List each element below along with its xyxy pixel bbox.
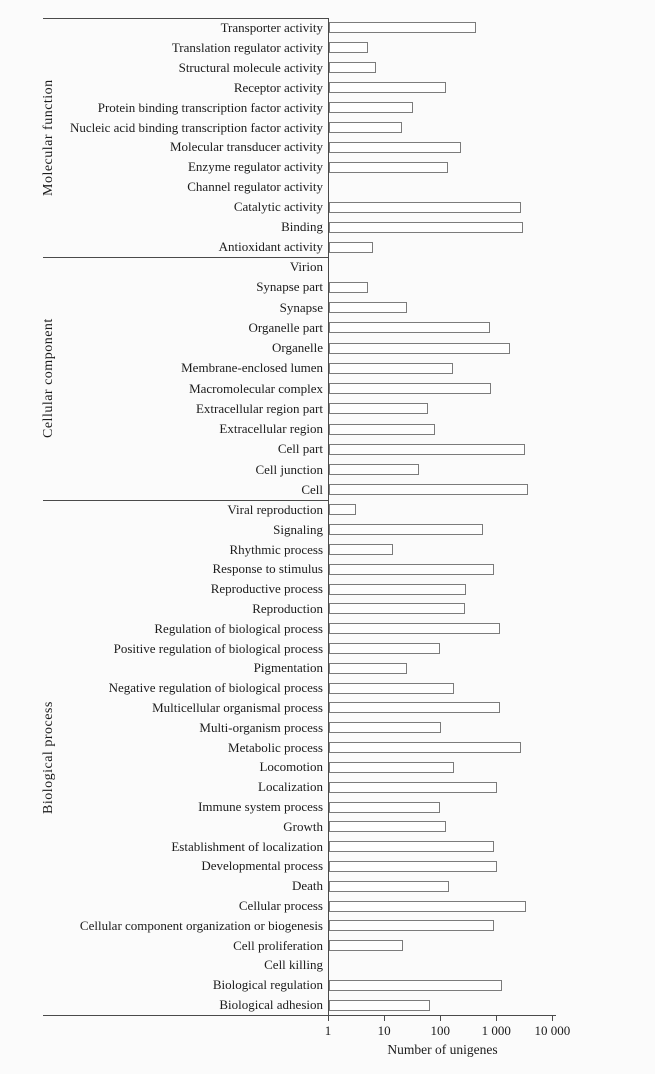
category-label: Nucleic acid binding transcription factor activity [69,119,323,135]
category-label: Organelle part [248,319,323,335]
bar [329,42,368,53]
category-label: Biological adhesion [219,997,323,1013]
category-label: Cellular process [238,898,323,914]
category-label: Establishment of localization [171,838,323,854]
category-label: Virion [289,259,323,275]
category-label: Membrane-enclosed lumen [181,360,323,376]
category-label: Immune system process [198,799,323,815]
category-label: Extracellular region [219,421,323,437]
category-label: Rhythmic process [229,541,323,557]
x-tick-mark [328,1016,329,1021]
bar [329,524,483,535]
category-label: Cell [301,481,323,497]
category-label: Growth [283,818,323,834]
bar [329,980,502,991]
bar [329,302,407,313]
category-label: Cell junction [255,461,323,477]
category-label: Catalytic activity [233,199,323,215]
category-label: Transporter activity [220,19,323,35]
category-label: Antioxidant activity [218,239,323,255]
x-axis-line [43,1015,556,1016]
category-label: Binding [281,219,323,235]
x-axis-title: Number of unigenes [387,1042,498,1057]
bar [329,363,453,374]
category-label: Receptor activity [233,79,323,95]
bar [329,920,494,931]
category-label: Metabolic process [228,739,323,755]
bar [329,484,528,495]
bar [329,623,500,634]
category-label: Localization [258,779,323,795]
bar [329,242,373,253]
bar [329,222,523,233]
category-label: Molecular transducer activity [169,139,323,155]
category-label: Macromolecular complex [189,380,323,396]
category-label: Enzyme regulator activity [187,159,323,175]
bar [329,802,440,813]
bar [329,881,449,892]
category-label: Extracellular region part [195,400,323,416]
bar [329,702,500,713]
x-tick-label: 10 000 [534,1023,571,1038]
category-label: Structural molecule activity [178,59,323,75]
x-tick-mark [496,1016,497,1021]
bar [329,444,525,455]
section-divider-2 [43,500,329,501]
bar [329,322,490,333]
bar [329,603,465,614]
category-label: Signaling [273,521,323,537]
x-tick-label: 10 [377,1023,391,1038]
bar [329,782,497,793]
category-label: Developmental process [201,858,323,874]
bar [329,202,521,213]
bar [329,22,476,33]
plot-top-border [43,18,329,19]
bar [329,343,510,354]
section-label: Cellular component [41,318,56,439]
category-label: Positive regulation of biological process [113,640,323,656]
category-label: Regulation of biological process [154,620,323,636]
bar [329,683,454,694]
bar [329,282,368,293]
category-label: Viral reproduction [227,501,323,517]
bar [329,403,428,414]
bar [329,940,403,951]
category-label: Biological regulation [212,977,323,993]
category-label: Synapse part [256,279,323,295]
x-tick-label: 100 [430,1023,450,1038]
bar [329,643,440,654]
x-tick-mark [552,1016,553,1021]
category-label: Pigmentation [253,660,323,676]
category-label: Negative regulation of biological process [108,680,323,696]
bar [329,564,494,575]
x-tick-mark [384,1016,385,1021]
bar [329,504,356,515]
category-label: Response to stimulus [212,561,323,577]
section-label: Molecular function [41,79,56,196]
bar [329,122,402,133]
category-label: Channel regulator activity [187,179,323,195]
bar [329,861,497,872]
category-label: Cellular component organization or biogenesis [79,917,323,933]
category-label: Translation regulator activity [171,39,323,55]
category-label: Protein binding transcription factor activity [97,99,323,115]
category-label: Reproductive process [210,581,323,597]
category-label: Death [291,878,323,894]
bar [329,584,466,595]
bar [329,821,446,832]
category-label: Multicellular organismal process [152,699,323,715]
section-divider-1 [43,257,329,258]
category-label: Multi-organism process [199,719,323,735]
bar [329,901,526,912]
bar [329,544,393,555]
category-label: Cell part [277,441,323,457]
bar [329,663,407,674]
bar [329,62,376,73]
bar [329,162,448,173]
x-tick-label: 1 000 [481,1023,511,1038]
bar [329,762,454,773]
bar [329,841,494,852]
x-tick-label: 1 [324,1023,332,1038]
bar [329,464,419,475]
category-label: Reproduction [252,600,323,616]
bar [329,142,461,153]
section-label: Biological process [41,701,56,814]
bar [329,102,413,113]
bar [329,82,446,93]
category-label: Locomotion [259,759,323,775]
bar [329,424,435,435]
bar [329,383,491,394]
category-label: Organelle [271,340,323,356]
category-label: Cell killing [264,957,323,973]
category-label: Synapse [279,299,323,315]
bar [329,722,441,733]
x-tick-mark [440,1016,441,1021]
bar [329,1000,430,1011]
category-label: Cell proliferation [233,937,323,953]
bar [329,742,521,753]
